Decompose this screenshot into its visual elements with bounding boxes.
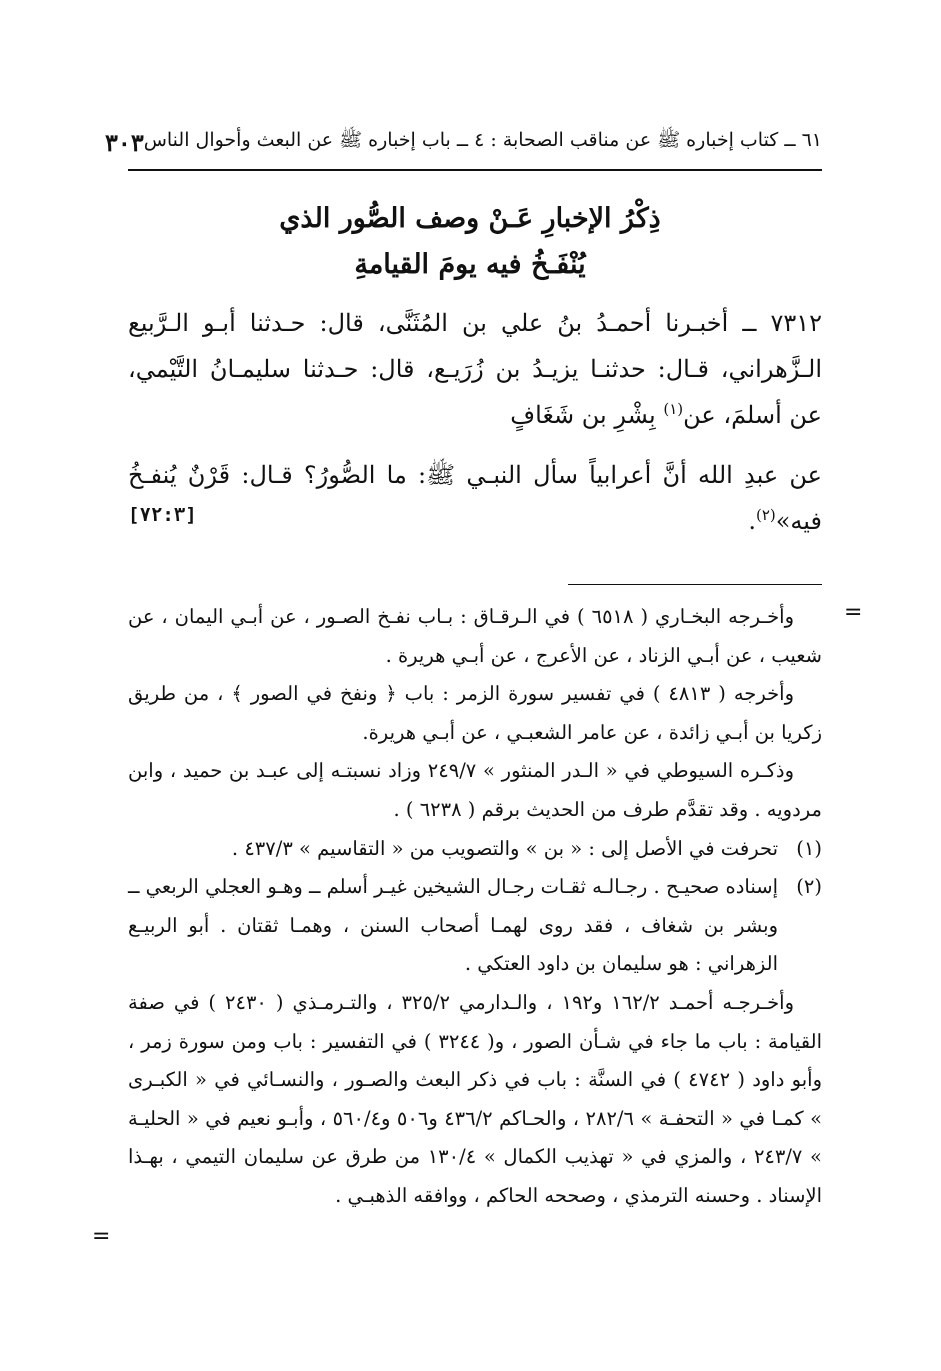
matn-end: . bbox=[748, 507, 756, 535]
hadith-reference: [٧٢:٣] bbox=[128, 504, 197, 526]
chapter-title bbox=[200, 196, 740, 288]
hadith-body bbox=[128, 300, 822, 544]
chapter-title-line-1: ذِكْرُ الإخبارِ عَـنْ وصف الصُّور الذي bbox=[279, 203, 661, 234]
footnote-1-text: تحرفت في الأصل إلى : « بن » والتصويب من « التقاسيم » ٤٣٧/٣ . bbox=[231, 836, 778, 860]
footnote-2-continuation: وأخـرجـه أحمـد ١٦٢/٢ و١٩٢ ، والـدارمي ٣٢٥/٢ ، والتـرمـذي ( ٢٤٣٠ ) في صفة القيامة : باب ما جاء في شـأن الصور ، و( ٣٢٤٤ ) في التفسير : باب ومن سورة زمر ، وأبو داود ( ٤٧٤٢ ) في السنَّة : باب في ذكر البعث والصـور ، والنسـائي في « الكبـرى » كمـا في « التحفـة » ٢٨٢/٦ ، والحـاكم ٤٣٦/٢ و٥٠٦ و٥٦٠/٤ ، وأبـو نعيم في « الحليـة » ٢٤٣/٧ ، والمزي في « تهذيب الكمال » ١٣٠/٤ من طرق عن سليمان التيمي ، بهـذا الإسناد . وحسنه الترمذي ، وصححه الحاكم ، ووافقه الذهبـي . bbox=[128, 990, 823, 1207]
continuation-mark-top: = bbox=[844, 600, 863, 625]
footnote-marker-1: (١) bbox=[663, 400, 684, 418]
footnote-continuation-2: وأخرجه ( ٤٨١٣ ) في تفسير سورة الزمر : باب ﴿ ونفخ في الصور ﴾ ، من طريق زكريا بن أبـي زائدة ، عن عامر الشعبـي ، عن أبـي هريرة. bbox=[128, 682, 822, 744]
footnote-2-number: (٢) bbox=[796, 875, 822, 899]
footnote-continuation-3: وذكـره السيوطي في « الـدر المنثور » ٢٤٩/٧ وزاد نسبتـه إلى عبـد بن حميد ، وابن مردويه . وقد تقدَّم طرف من الحديث برقم ( ٦٢٣٨ ) . bbox=[128, 759, 822, 821]
footnote-2-text: إسناده صحيـح . رجـالـه ثقـات رجـال الشيخين غيـر أسلم ــ وهـو العجلي الربعي ــ وبشر بن شغاف ، فقد روى لهمـا أصحاب السنن ، وهمـا ثقتان . أبو الربيـع الزهراني : هو سليمان بن داود العتكي . bbox=[128, 875, 778, 976]
footnote-1-number: (١) bbox=[796, 836, 822, 860]
running-title: ٦١ ــ كتاب إخباره ﷺ عن مناقب الصحابة : ٤ ــ باب إخباره ﷺ عن البعث وأحوال الناس bbox=[143, 129, 822, 151]
isnad-narrator: بِشْرِ بن شَغَافٍ bbox=[510, 401, 656, 429]
footnote-2 bbox=[128, 868, 822, 984]
page-number: ٣٠٣ bbox=[105, 127, 144, 157]
page-header bbox=[105, 122, 822, 162]
footnotes bbox=[128, 598, 822, 1216]
matn-text: عن عبدِ الله أنَّ أعرابياً سأل النبـي ﷺ: ما الصُّورُ؟ قـال: قَرْنٌ يُنفـخُ فيه» bbox=[128, 461, 822, 535]
footnotes-divider bbox=[568, 584, 822, 585]
hadith-matn bbox=[128, 452, 822, 544]
continuation-mark-bottom: = bbox=[92, 1224, 111, 1249]
footnote-continuation-1: وأخـرجه البخـاري ( ٦٥١٨ ) في الـرقـاق : بـاب نفـخ الصـور ، عن أبـي اليمان ، عن شعيب ، عن أبـي الزناد ، عن الأعرج ، عن أبـي هريرة . bbox=[128, 605, 822, 667]
isnad-text: ٧٣١٢ ــ أخبـرنا أحمـدُ بنُ علي بن المُثَنَّى، قال: حـدثنا أبـو الـرَّبيع الـزَّهراني، قـال: حدثنـا يزيـدُ بن زُرَيـع، قال: حـدثنا سليمـانُ التَّيْمي، عن أسلمَ، عن bbox=[128, 309, 822, 429]
hadith-isnad bbox=[128, 300, 822, 438]
footnote-marker-2: (٢) bbox=[755, 506, 776, 524]
header-divider bbox=[128, 169, 822, 171]
footnote-1 bbox=[128, 830, 822, 869]
chapter-title-line-2: يُنْفَـخُ فيه يومَ القيامةِ bbox=[354, 249, 586, 280]
